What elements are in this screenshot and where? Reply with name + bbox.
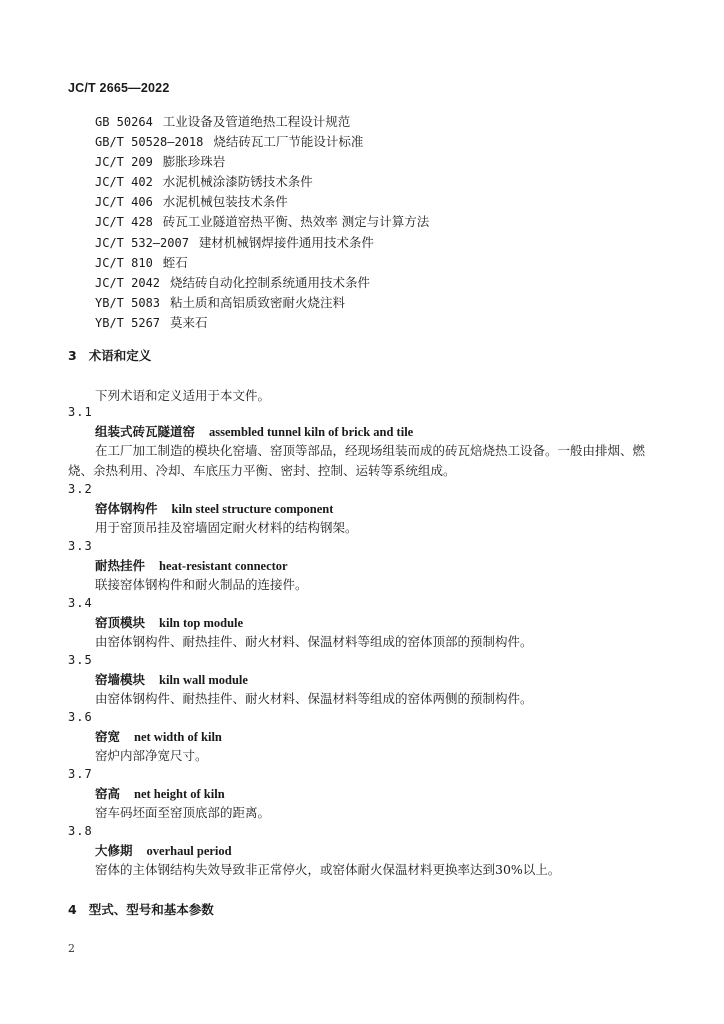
term-chinese: 窑高 bbox=[95, 786, 121, 801]
term-definition: 在工厂加工制造的模块化窑墙、窑顶等部品，经现场组装而成的砖瓦焙烧热工设备。一般由排烟、燃烧、余热利用、冷却、车底压力平衡、密封、控制、运转等系统组成。 bbox=[68, 443, 646, 478]
term-heading bbox=[68, 422, 668, 441]
reference-item bbox=[95, 152, 429, 172]
term-definition: 由窑体钢构件、耐热挂件、耐火材料、保温材料等组成的窑体两侧的预制构件。 bbox=[95, 691, 533, 706]
section-3-intro: 下列术语和定义适用于本文件。 bbox=[95, 388, 271, 403]
term-english: kiln top module bbox=[159, 616, 244, 630]
term-definition: 由窑体钢构件、耐热挂件、耐火材料、保温材料等组成的窑体顶部的预制构件。 bbox=[95, 634, 533, 649]
reference-code: YB/T 5083 bbox=[95, 295, 161, 310]
reference-title: 膨胀珍珠岩 bbox=[162, 154, 226, 170]
term-number: 3.4 bbox=[68, 596, 93, 610]
reference-title: 砖瓦工业隧道窑热平衡、热效率 测定与计算方法 bbox=[162, 214, 430, 230]
term-definition: 用于窑顶吊挂及窑墙固定耐火材料的结构钢架。 bbox=[95, 520, 358, 535]
reference-code: GB 50264 bbox=[95, 115, 153, 129]
reference-item bbox=[95, 112, 429, 132]
term-entry bbox=[68, 403, 668, 480]
term-number: 3.2 bbox=[68, 482, 93, 496]
section-title: 型式、型号和基本参数 bbox=[88, 902, 214, 917]
term-entry bbox=[68, 708, 668, 765]
reference-code: YB/T 5267 bbox=[95, 315, 161, 330]
term-number: 3.3 bbox=[68, 539, 93, 553]
term-heading bbox=[68, 784, 668, 803]
reference-title: 建材机械钢焊接件通用技术条件 bbox=[198, 234, 374, 250]
document-header-id: JC/T 2665—2022 bbox=[68, 81, 170, 95]
term-chinese: 窑体钢构件 bbox=[95, 501, 158, 516]
term-definition: 窑炉内部净宽尺寸。 bbox=[95, 748, 208, 763]
reference-code: JC/T 810 bbox=[95, 255, 153, 270]
reference-item bbox=[95, 192, 429, 212]
term-heading bbox=[68, 556, 668, 575]
reference-title: 莫来石 bbox=[170, 314, 208, 330]
term-definition: 窑车码坯面至窑顶底部的距离。 bbox=[95, 805, 271, 820]
section-3-heading bbox=[68, 346, 151, 364]
reference-code: JC/T 2042 bbox=[95, 275, 161, 290]
term-chinese: 窑宽 bbox=[95, 729, 121, 744]
term-number: 3.1 bbox=[68, 405, 93, 419]
term-english: net width of kiln bbox=[134, 730, 222, 744]
term-chinese: 耐热挂件 bbox=[95, 558, 146, 573]
section-4-heading bbox=[68, 900, 214, 918]
term-number: 3.5 bbox=[68, 653, 93, 667]
term-number: 3.7 bbox=[68, 767, 93, 781]
term-number: 3.6 bbox=[68, 710, 93, 724]
reference-item bbox=[95, 172, 429, 192]
term-heading bbox=[68, 499, 668, 518]
reference-item bbox=[95, 253, 429, 273]
term-chinese: 窑墙模块 bbox=[95, 672, 146, 687]
term-entry bbox=[68, 594, 668, 651]
term-english: assembled tunnel kiln of brick and tile bbox=[209, 425, 414, 439]
reference-item bbox=[95, 313, 429, 333]
term-entry bbox=[68, 765, 668, 822]
term-heading bbox=[68, 841, 668, 860]
reference-code: JC/T 532—2007 bbox=[95, 235, 189, 250]
reference-title: 水泥机械包装技术条件 bbox=[162, 194, 288, 210]
term-chinese: 大修期 bbox=[95, 843, 133, 858]
term-english: overhaul period bbox=[146, 844, 232, 858]
reference-title: 烧结砖瓦工厂节能设计标准 bbox=[213, 134, 364, 150]
reference-title: 粘土质和高铝质致密耐火烧注料 bbox=[170, 294, 346, 310]
reference-code: GB/T 50528—2018 bbox=[95, 135, 204, 150]
normative-references-list bbox=[95, 112, 429, 333]
term-definition: 窑体的主体钢结构失效导致非正常停火，或窑体耐火保温材料更换率达到30%以上。 bbox=[95, 862, 561, 877]
term-english: kiln steel structure component bbox=[171, 502, 334, 516]
reference-item bbox=[95, 132, 429, 152]
term-english: net height of kiln bbox=[134, 787, 225, 801]
reference-code: JC/T 209 bbox=[95, 155, 153, 170]
term-entry bbox=[68, 822, 668, 879]
reference-item bbox=[95, 212, 429, 232]
reference-item bbox=[95, 233, 429, 253]
term-entry bbox=[68, 537, 668, 594]
section-number: 3 bbox=[68, 348, 77, 363]
reference-title: 烧结砖自动化控制系统通用技术条件 bbox=[170, 274, 371, 290]
section-number: 4 bbox=[68, 902, 77, 917]
term-heading bbox=[68, 613, 668, 632]
reference-title: 水泥机械涂漆防锈技术条件 bbox=[162, 174, 313, 190]
reference-code: JC/T 428 bbox=[95, 215, 153, 230]
term-entry bbox=[68, 480, 668, 537]
reference-title: 蛭石 bbox=[162, 254, 188, 270]
term-heading bbox=[68, 670, 668, 689]
term-chinese: 窑顶模块 bbox=[95, 615, 146, 630]
term-entry bbox=[68, 651, 668, 708]
reference-item bbox=[95, 273, 429, 293]
term-chinese: 组装式砖瓦隧道窑 bbox=[95, 424, 196, 439]
reference-code: JC/T 402 bbox=[95, 175, 153, 190]
term-english: kiln wall module bbox=[159, 673, 248, 687]
page-number: 2 bbox=[68, 942, 75, 955]
term-english: heat-resistant connector bbox=[159, 559, 288, 573]
section-title: 术语和定义 bbox=[88, 348, 152, 363]
term-heading bbox=[68, 727, 668, 746]
reference-title: 工业设备及管道绝热工程设计规范 bbox=[162, 114, 351, 129]
terms-list bbox=[68, 403, 668, 879]
reference-item bbox=[95, 293, 429, 313]
term-number: 3.8 bbox=[68, 824, 93, 838]
reference-code: JC/T 406 bbox=[95, 195, 153, 210]
term-definition: 联接窑体钢构件和耐火制品的连接件。 bbox=[95, 577, 308, 592]
